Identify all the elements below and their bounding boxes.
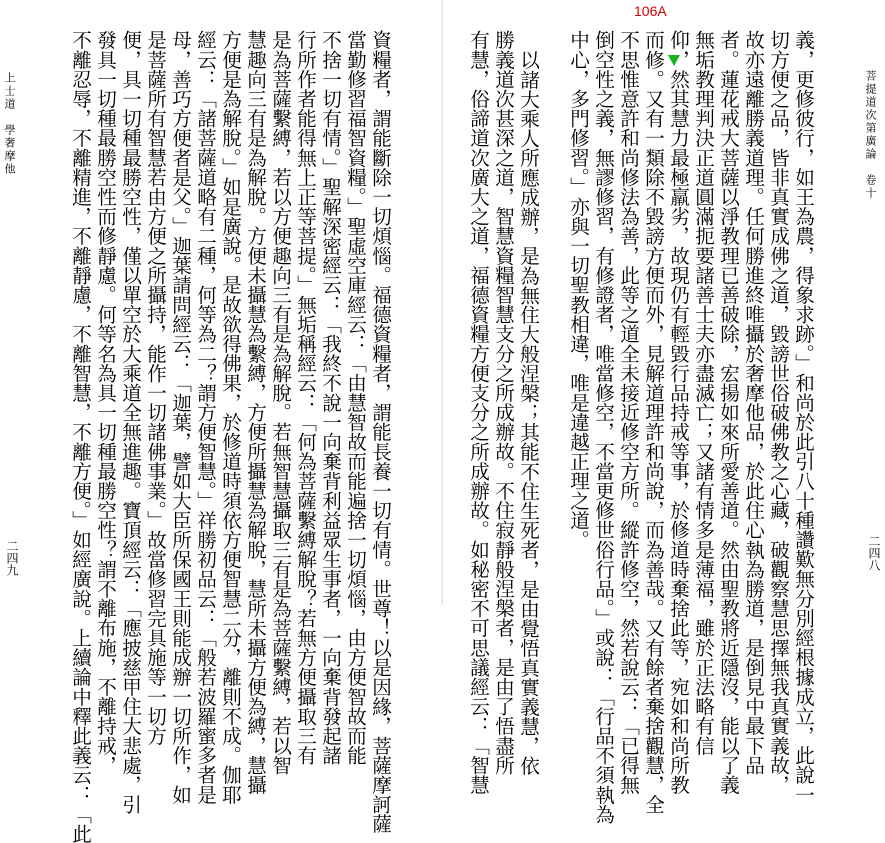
text-column: 方便是為解脫。」如是廣說。是故欲得佛果，於修道時須依方便智慧二分，離則不成。伽耶 — [218, 30, 242, 805]
text-column: 中心，多門修習。」亦與一切聖教相違，唯是違越正理之道。 — [566, 30, 590, 550]
text-column: 是為菩薩繫縛，若以方便趣向三有是為解脫。若無智慧攝取三有是為菩薩繫縛，若以智 — [268, 30, 292, 775]
left-page-header: 上士道 學奢摩他 — [3, 72, 16, 176]
page-marker: 106A — [634, 3, 667, 19]
text-column: 經云：「諸菩薩道略有二種，何等為二？謂方便智慧。」祥勝初品云：「般若波羅蜜多者是 — [193, 30, 217, 805]
text-column: 而修。又有一類除不毀謗方便而外，見解道理許和尚說，而為善哉。又有餘者棄捨觀慧，全 — [641, 30, 665, 814]
text-column: 義，更修彼行，如王為農，得象求跡。」和尚於此引八十種讚歎無分別經根據成立，此說一 — [791, 30, 815, 805]
text-column: 無垢教理判決正道圓滿扼要諸善士夫亦盡滅亡；又諸有情多是薄福，雖於正法略有信 — [691, 30, 715, 756]
right-page — [445, 0, 885, 824]
text-column: 發具一切種最勝空性而修靜慮。何等名為具一切種最勝空性？謂不離布施，不離持戒， — [93, 30, 117, 775]
text-column: 倒空性之義，無謬修習，有修證者，唯當修空，不當更修世俗行品。」或說：「行品不須執為 — [591, 30, 615, 824]
text-column: 行所作者能得無上正等菩提。」無垢稱經云：「何為菩薩繫縛解脫？若無方便攝取三有 — [293, 30, 317, 765]
text-column: 便，具一切種最勝空性，僅以單空於大乘道全無進趣。寶頂經云：「應披慈甲住大悲處，引 — [118, 30, 142, 814]
left-page — [0, 0, 440, 843]
text-column: 不捨一切有情。」聖解深密經云：「我終不說一向棄背利益眾生事者，一向棄背發起諸 — [318, 30, 342, 765]
text-column: 資糧者，謂能斷除一切煩惱。福德資糧者，謂能長養一切有情。世尊！以是因緣，菩薩摩訶薩 — [368, 30, 392, 834]
right-page-header: 菩提道次第廣論 卷十 — [864, 70, 877, 200]
text-column: 慧趣向三有是為解脫。方便未攝慧為繫縛，方便所攝慧為解脫，慧所未攝方便為縛，慧攝 — [243, 30, 267, 795]
text-column: 是菩薩所有智慧若由方便之所攝持，能作一切諸佛事業。」故當修習完具施等一切方 — [143, 30, 167, 746]
left-page-number: 二四九 — [5, 540, 19, 576]
text-column: 故亦遠離勝義道理。任何勝進終唯攝於奢摩他品，於此住心執為勝道，是倒見中最下品 — [741, 30, 765, 775]
text-column: 勝義道次甚深之道，智慧資糧智慧支分之所成辦故。不住寂靜般涅槃者，是由了悟盡所 — [491, 30, 515, 775]
text-column: 切方便之品，皆非真實成佛之道，毀謗世俗破佛教之心藏，破觀察慧思擇無我真實義故， — [766, 30, 790, 795]
text-column: 以諸大乘人所應成辦，是為無住大般涅槃；其能不住生死者，是由覺悟真實義慧，依 — [516, 50, 540, 776]
text-column: 當勤修習福智資糧。」聖虛空庫經云：「由慧智故而能遍捨一切煩惱，由方便智故而能 — [343, 30, 367, 765]
text-column: 者。蓮花戒大菩薩以淨教理已善破除，宏揚如來所愛善道。然由聖教將近隱沒，能以了義 — [716, 30, 740, 795]
text-column: 不思惟意許和尚修法為善，此等之道全未接近修空方所。縱許修空，然若說云：「已得無 — [616, 30, 640, 795]
text-column: 不離忍辱，不離精進，不離靜慮，不離智慧，不離方便。」如經廣說。上續論中釋此義云：「此 — [68, 30, 92, 843]
text-column: 仰，然其慧力最極羸劣，故現仍有輕毀行品持戒等事，於修道時棄捨此等，宛如和尚所教 — [666, 30, 690, 795]
book-spine — [441, 0, 443, 605]
text-column: 母，善巧方便者是父。」迦葉請問經云：「迦葉，譬如大臣所保國王則能成辦一切所作，如 — [168, 30, 192, 805]
right-page-number: 二四八 — [867, 535, 881, 571]
text-column: 有慧，俗諦道次廣大之道，福德資糧方便支分之所成辦故。如秘密不可思議經云：「智慧 — [466, 30, 490, 795]
